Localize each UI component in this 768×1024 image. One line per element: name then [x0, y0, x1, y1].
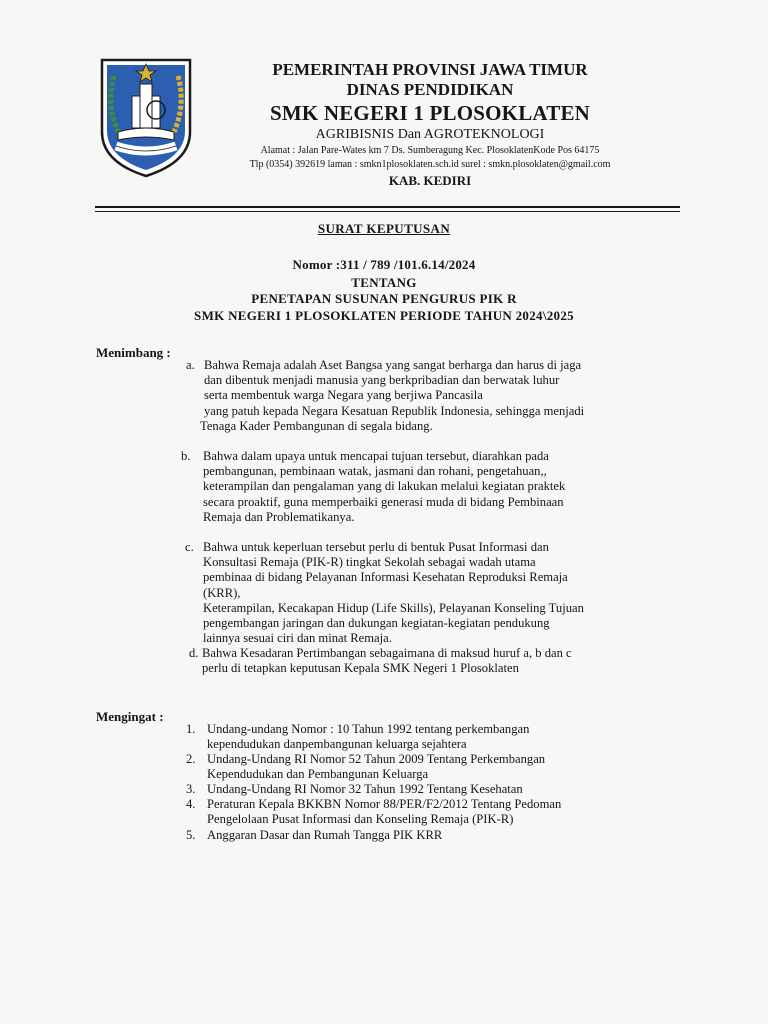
letterhead-divider-thick: [95, 206, 680, 208]
school-contact: Tlp (0354) 392619 laman : smkn1plosoklaten.sch.id surel : smkn.plosoklaten@gmail.com: [249, 159, 611, 170]
mengingat-item-4: [186, 797, 561, 827]
item-line: (KRR),: [203, 585, 241, 600]
item-line: Undang-undang Nomor : 10 Tahun 1992 tentang perkembangan: [207, 722, 530, 736]
item-marker: a.: [186, 358, 195, 372]
item-line: Pengelolaan Pusat Informasi dan Konseling Remaja (PIK-R): [207, 812, 514, 827]
item-line: yang patuh kepada Negara Kesatuan Republik Indonesia, sehingga menjadi: [204, 403, 585, 418]
item-line: Peraturan Kepala BKKBN Nomor 88/PER/F2/2012 Tentang Pedoman: [207, 797, 562, 811]
item-line: pengembangan jaringan dan dukungan kegiatan-kegiatan pendukung: [203, 616, 550, 631]
item-line: keterampilan dan pengalaman yang di lakukan melalui kegiatan praktek: [203, 479, 566, 494]
item-line: Bahwa untuk keperluan tersebut perlu di bentuk Pusat Informasi dan: [203, 540, 549, 554]
item-line: pembinaa di bidang Pelayanan Informasi Kesehatan Reproduksi Remaja: [203, 570, 568, 585]
school-region: KAB. KEDIRI: [388, 173, 472, 188]
letterhead-divider-thin: [95, 211, 680, 212]
item-line: dan dibentuk menjadi manusia yang berkpribadian dan berwatak luhur: [204, 373, 560, 388]
item-number: 2.: [186, 752, 196, 766]
school-fields: AGRIBISNIS Dan AGROTEKNOLOGI: [315, 127, 545, 142]
item-line: perlu di tetapkan keputusan Kepala SMK Negeri 1 Plosoklaten: [202, 661, 519, 676]
menimbang-item-a: [186, 358, 584, 434]
menimbang-item-d: [189, 646, 572, 676]
item-line: Konsultasi Remaja (PIK-R) tingkat Sekolah sebagai wadah utama: [203, 555, 536, 570]
item-line: Undang-Undang RI Nomor 32 Tahun 1992 Tentang Kesehatan: [207, 782, 523, 796]
government-name: PEMERINTAH PROVINSI JAWA TIMUR: [272, 60, 588, 79]
mengingat-item-1: [186, 722, 529, 752]
item-marker: c.: [185, 540, 194, 554]
menimbang-item-b: [181, 449, 565, 525]
item-line: serta membentuk warga Negara yang berjiwa Pancasila: [204, 388, 483, 403]
document-number: Nomor :311 / 789 /101.6.14/2024: [292, 257, 476, 272]
item-line: secara proaktif, guna memperbaiki generasi muda di bidang Pembinaan: [203, 494, 564, 509]
item-line: Bahwa dalam upaya untuk mencapai tujuan tersebut, diarahkan pada: [203, 449, 549, 463]
department-name: DINAS PENDIDIKAN: [346, 80, 514, 99]
menimbang-item-c: [185, 540, 584, 646]
item-number: 4.: [186, 797, 196, 811]
item-line: Keterampilan, Kecakapan Hidup (Life Skills), Pelayanan Konseling Tujuan: [203, 600, 584, 615]
menimbang-label: Menimbang :: [96, 345, 171, 360]
mengingat-item-5: [186, 828, 442, 843]
item-number: 5.: [186, 828, 196, 842]
item-marker: d.: [189, 646, 199, 660]
item-line: Undang-Undang RI Nomor 52 Tahun 2009 Tentang Perkembangan: [207, 752, 546, 766]
item-line: pembangunan, pembinaan watak, jasmani dan rohani, pengetahuan,,: [203, 464, 547, 479]
item-number: 3.: [186, 782, 196, 796]
item-line: Kependudukan dan Pembangunan Keluarga: [207, 767, 429, 782]
document-about: TENTANG: [351, 275, 417, 290]
item-line: Tenaga Kader Pembangunan di segala bidang.: [200, 418, 433, 433]
item-line: lainnya sesuai ciri dan minat Remaja.: [203, 631, 392, 646]
school-name: SMK NEGERI 1 PLOSOKLATEN: [269, 101, 591, 125]
item-number: 1.: [186, 722, 196, 736]
item-line: kependudukan danpembangunan keluarga sejahtera: [207, 737, 467, 752]
mengingat-label: Mengingat :: [96, 709, 164, 724]
letterhead: [200, 60, 660, 190]
document-title: SURAT KEPUTUSAN: [317, 221, 451, 236]
east-java-emblem-logo: [96, 54, 196, 182]
item-line: Bahwa Remaja adalah Aset Bangsa yang sangat berharga dan harus di jaga: [204, 358, 582, 372]
item-line: Remaja dan Problematikanya.: [203, 509, 355, 524]
item-line: Bahwa Kesadaran Pertimbangan sebagaimana di maksud huruf a, b dan c: [202, 646, 572, 660]
document-subject-line2: SMK NEGERI 1 PLOSOKLATEN PERIODE TAHUN 2024\2025: [194, 308, 574, 323]
item-marker: b.: [181, 449, 191, 463]
item-line: Anggaran Dasar dan Rumah Tangga PIK KRR: [207, 828, 443, 842]
mengingat-item-2: [186, 752, 545, 782]
school-address: Alamat : Jalan Pare-Wates km 7 Ds. Sumberagung Kec. PlosoklatenKode Pos 64175: [260, 145, 600, 156]
mengingat-item-3: [186, 782, 523, 797]
document-subject-line1: PENETAPAN SUSUNAN PENGURUS PIK R: [251, 291, 517, 306]
